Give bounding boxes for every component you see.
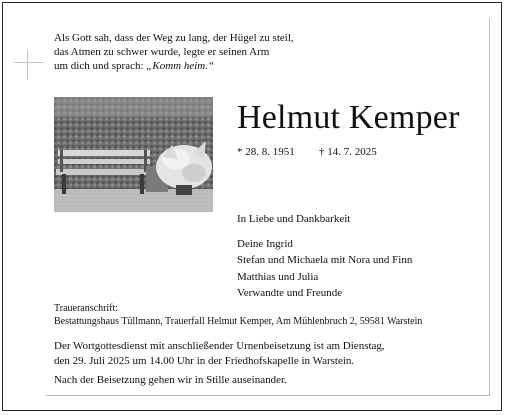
poem-quote: „Komm heim.“ [146,60,215,72]
mourners-block [237,211,487,302]
service-line: den 29. Juli 2025 um 14.00 Uhr in der Friedhofskapelle in Warstein. [54,354,355,367]
deceased-name: Helmut Kemper [237,99,460,136]
inner-border-right [489,18,490,396]
closing-note: Nach der Beisetzung gehen wir in Stille auseinander. [54,374,287,386]
mourning-address [54,302,484,328]
mourner-name: Stefan und Michaela mit Nora und Finn [237,254,413,266]
birth-date: * 28. 8. 1951 [237,146,295,158]
poem-line: Als Gott sah, dass der Weg zu lang, der Hügel zu steil, [54,32,294,44]
mourner-name: Matthias und Julia [237,270,319,283]
bench-garden-photo [54,97,213,212]
mourner-name: Verwandte und Freunde [237,287,343,299]
cross-icon-horizontal [14,62,44,63]
poem [54,31,354,73]
inner-border-bottom [46,395,490,396]
death-date: † 14. 7. 2025 [319,146,377,158]
service-info [54,339,484,368]
spacer [237,228,487,236]
poem-line: das Atmen zu schwer wurde, legte er seinen Arm [54,46,270,58]
cross-icon-vertical [27,50,28,80]
poem-line-prefix: um dich und sprach: [54,60,147,72]
service-line: Der Wortgottesdienst mit anschließender Urnenbeisetzung ist am Dienstag, [54,340,385,352]
mourner-name: Deine Ingrid [237,237,293,250]
address-text: Bestattungshaus Tüllmann, Trauerfall Helmut Kemper, Am Mühlenbruch 2, 59581 Warstein [54,316,423,327]
bench-photo-icon [54,97,213,212]
address-label: Traueranschrift: [54,303,119,314]
poem-line [54,59,354,73]
life-dates [237,145,377,159]
mourners-intro: In Liebe und Dankbarkeit [237,213,351,225]
